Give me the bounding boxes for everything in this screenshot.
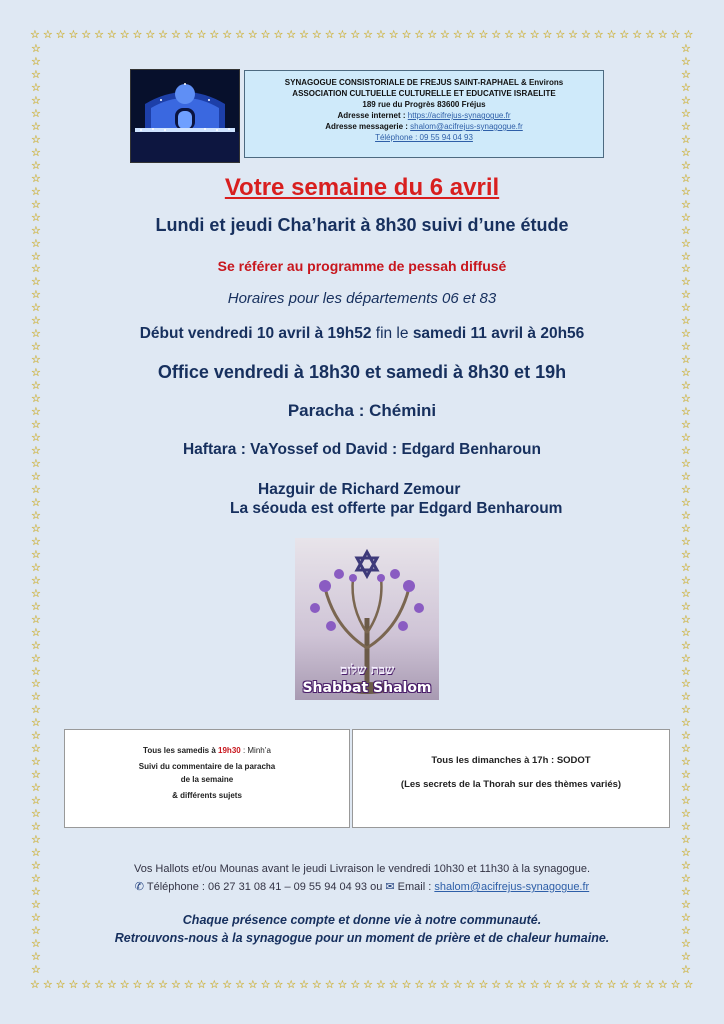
address: 189 rue du Progrès 83600 Fréjus (362, 100, 486, 109)
internet-line (245, 110, 603, 121)
star-icon: ☆ (681, 198, 691, 211)
star-icon: ☆ (681, 847, 691, 860)
star-icon: ☆ (31, 341, 41, 354)
star-icon: ☆ (491, 979, 502, 991)
star-icon: ☆ (132, 979, 143, 991)
star-icon: ☆ (681, 898, 691, 911)
star-icon: ☆ (452, 29, 463, 41)
star-icon: ☆ (31, 406, 41, 419)
saturday-line2: Suivi du commentaire de la paracha (138, 762, 276, 771)
star-icon: ☆ (440, 29, 450, 41)
star-icon: ☆ (375, 979, 386, 991)
star-icon: ☆ (542, 29, 553, 41)
star-icon: ☆ (363, 29, 373, 41)
star-icon: ☆ (337, 979, 348, 991)
star-icon: ☆ (170, 29, 181, 41)
star-icon: ☆ (683, 29, 694, 41)
star-icon: ☆ (31, 561, 41, 574)
star-icon: ☆ (568, 29, 578, 41)
star-icon: ☆ (273, 29, 284, 41)
mail-link[interactable]: shalom@acifrejus-synagogue.fr (410, 122, 523, 131)
star-icon: ☆ (681, 458, 691, 470)
star-icon: ☆ (132, 29, 143, 41)
star-icon: ☆ (681, 691, 691, 704)
star-icon: ☆ (681, 393, 691, 406)
star-icon: ☆ (31, 328, 41, 341)
star-icon: ☆ (427, 979, 438, 991)
star-icon: ☆ (31, 198, 41, 211)
star-icon: ☆ (414, 29, 425, 41)
star-icon: ☆ (158, 979, 168, 991)
star-icon: ☆ (681, 782, 691, 795)
star-icon: ☆ (670, 979, 681, 991)
star-icon: ☆ (606, 979, 617, 991)
star-icon: ☆ (350, 29, 361, 41)
star-icon: ☆ (555, 29, 566, 41)
page-title: Votre semaine du 6 avril (224, 174, 500, 201)
star-icon: ☆ (681, 483, 691, 496)
star-icon: ☆ (681, 665, 691, 678)
star-icon: ☆ (31, 315, 41, 328)
star-icon: ☆ (31, 289, 41, 302)
hazguir: Hazguir de Richard Zemour (258, 481, 461, 498)
schedule-note: Horaires pour les départements 06 et 83 (227, 290, 497, 307)
star-icon: ☆ (681, 808, 691, 821)
star-icon: ☆ (31, 55, 41, 68)
star-icon: ☆ (30, 29, 40, 41)
shabbat-end: samedi 11 avril à 20h56 (412, 325, 585, 342)
star-icon: ☆ (31, 185, 41, 198)
star-icon: ☆ (31, 808, 41, 821)
star-icon: ☆ (31, 782, 41, 795)
star-icon: ☆ (31, 458, 41, 470)
seouda: La séouda est offerte par Edgard Benharoum (230, 500, 563, 517)
star-icon: ☆ (681, 626, 691, 639)
star-icon: ☆ (31, 43, 41, 55)
star-icon: ☆ (31, 276, 41, 289)
star-icon: ☆ (580, 979, 591, 991)
star-icon: ☆ (681, 185, 691, 198)
star-icon: ☆ (619, 29, 630, 41)
star-icon: ☆ (504, 29, 514, 41)
star-icon: ☆ (31, 393, 41, 406)
star-icon: ☆ (683, 979, 694, 991)
star-icon: ☆ (31, 795, 41, 808)
shabbat-sep: fin le (371, 325, 413, 342)
star-icon: ☆ (516, 29, 527, 41)
shabbat-shalom-caption: Shabbat Shalom (302, 680, 432, 696)
star-icon: ☆ (119, 979, 130, 991)
star-icon: ☆ (31, 548, 41, 561)
star-icon: ☆ (681, 717, 691, 730)
star-icon: ☆ (504, 979, 514, 991)
star-icon: ☆ (681, 860, 691, 873)
star-icon: ☆ (286, 29, 297, 41)
star-icon: ☆ (222, 29, 233, 41)
star-icon: ☆ (681, 380, 691, 393)
phone-icon: ✆ (134, 881, 144, 893)
star-icon: ☆ (31, 834, 41, 847)
star-icon: ☆ (31, 717, 41, 730)
contact-line (0, 880, 724, 893)
star-icon: ☆ (681, 341, 691, 354)
star-icon: ☆ (31, 847, 41, 860)
star-icon: ☆ (31, 146, 41, 159)
star-icon: ☆ (681, 237, 691, 250)
star-icon: ☆ (414, 979, 425, 991)
star-icon: ☆ (106, 29, 117, 41)
star-icon: ☆ (119, 29, 130, 41)
star-icon: ☆ (31, 483, 41, 496)
star-icon: ☆ (31, 885, 41, 898)
star-icon: ☆ (681, 821, 691, 834)
star-icon: ☆ (681, 81, 691, 94)
synagogue-photo (130, 69, 240, 163)
star-icon: ☆ (681, 354, 691, 367)
star-icon: ☆ (681, 406, 691, 419)
star-icon: ☆ (681, 613, 691, 626)
star-icon: ☆ (681, 574, 691, 587)
star-icon: ☆ (55, 29, 66, 41)
star-icon: ☆ (273, 979, 284, 991)
star-icon: ☆ (657, 979, 668, 991)
star-icon: ☆ (31, 237, 41, 250)
star-icon: ☆ (681, 509, 691, 522)
star-icon: ☆ (681, 120, 691, 133)
star-icon: ☆ (542, 979, 553, 991)
internet-label: Adresse internet : (337, 111, 408, 120)
star-icon: ☆ (681, 963, 691, 976)
star-icon: ☆ (31, 81, 41, 94)
star-icon: ☆ (31, 937, 41, 950)
star-icon: ☆ (632, 29, 643, 41)
star-icon: ☆ (452, 979, 463, 991)
star-icon: ☆ (681, 743, 691, 756)
star-icon: ☆ (106, 979, 117, 991)
star-icon: ☆ (580, 29, 591, 41)
star-icon: ☆ (183, 979, 194, 991)
star-icon: ☆ (299, 29, 309, 41)
star-icon: ☆ (31, 380, 41, 393)
star-icon: ☆ (681, 445, 691, 458)
phone-text: Téléphone : 06 27 31 08 41 – 09 55 94 04 93 ou (144, 881, 386, 893)
star-icon: ☆ (619, 979, 630, 991)
pessah-notice: Se référer au programme de pessah diffusé (217, 258, 507, 274)
star-icon: ☆ (681, 107, 691, 120)
star-icon: ☆ (681, 873, 691, 885)
star-icon: ☆ (247, 979, 258, 991)
star-icon: ☆ (363, 979, 373, 991)
star-icon: ☆ (42, 979, 53, 991)
star-icon: ☆ (681, 211, 691, 224)
star-icon: ☆ (491, 29, 502, 41)
star-icon: ☆ (170, 979, 181, 991)
star-icon: ☆ (31, 911, 41, 924)
star-icon: ☆ (31, 535, 41, 548)
saturday-label: Tous les samedis à (143, 746, 219, 755)
weekday-service: Lundi et jeudi Cha’harit à 8h30 suivi d’une étude (155, 215, 569, 235)
star-icon: ☆ (31, 665, 41, 678)
star-icon: ☆ (31, 522, 41, 535)
star-icon: ☆ (681, 795, 691, 808)
shabbat-start: Début vendredi 10 avril à 19h52 (139, 325, 372, 342)
star-icon: ☆ (681, 250, 691, 263)
star-icon: ☆ (31, 432, 41, 445)
website-link[interactable]: https://acifrejus-synagogue.fr (407, 111, 511, 120)
star-icon: ☆ (681, 43, 691, 55)
star-icon: ☆ (324, 29, 335, 41)
star-icon: ☆ (31, 120, 41, 133)
email-icon: ✉ (385, 881, 395, 893)
star-icon: ☆ (31, 445, 41, 458)
star-icon: ☆ (260, 979, 271, 991)
star-icon: ☆ (299, 979, 309, 991)
star-icon: ☆ (158, 29, 168, 41)
hallots-notice: Vos Hallots et/ou Mounas avant le jeudi Livraison le vendredi 10h30 et 11h30 à la synagogue. (134, 863, 590, 875)
star-icon: ☆ (681, 561, 691, 574)
star-icon: ☆ (235, 979, 245, 991)
star-icon: ☆ (555, 979, 566, 991)
star-icon: ☆ (247, 29, 258, 41)
star-icon: ☆ (31, 963, 41, 976)
star-icon: ☆ (681, 419, 691, 432)
star-icon: ☆ (31, 159, 41, 172)
star-icon: ☆ (568, 979, 578, 991)
star-icon: ☆ (31, 898, 41, 911)
star-icon: ☆ (681, 769, 691, 782)
star-icon: ☆ (31, 496, 41, 509)
star-icon: ☆ (31, 354, 41, 367)
star-icon: ☆ (31, 860, 41, 873)
star-icon: ☆ (68, 29, 79, 41)
star-icon: ☆ (681, 55, 691, 68)
star-icon: ☆ (286, 979, 297, 991)
star-icon: ☆ (31, 821, 41, 834)
email-link[interactable]: shalom@acifrejus-synagogue.fr (434, 881, 590, 893)
star-icon: ☆ (388, 979, 399, 991)
star-icon: ☆ (681, 937, 691, 950)
shabbat-shalom-image (295, 538, 439, 700)
star-icon: ☆ (31, 107, 41, 120)
star-icon: ☆ (31, 470, 41, 483)
star-icon: ☆ (31, 419, 41, 432)
saturday-line3: de la semaine (180, 775, 234, 784)
star-icon: ☆ (632, 979, 643, 991)
star-icon: ☆ (31, 574, 41, 587)
star-icon: ☆ (31, 172, 41, 185)
sunday-box (352, 729, 670, 828)
minha-label: : Minh’a (240, 746, 271, 755)
star-icon: ☆ (593, 979, 604, 991)
star-icon: ☆ (478, 29, 489, 41)
association-name: ASSOCIATION CULTUELLE CULTURELLE ET EDUCATIVE ISRAELITE (292, 89, 556, 98)
star-icon: ☆ (401, 979, 412, 991)
star-icon: ☆ (94, 29, 104, 41)
star-icon: ☆ (196, 979, 207, 991)
star-icon: ☆ (324, 979, 335, 991)
star-icon: ☆ (31, 769, 41, 782)
star-icon: ☆ (681, 924, 691, 937)
star-icon: ☆ (529, 29, 540, 41)
star-icon: ☆ (681, 159, 691, 172)
star-icon: ☆ (31, 263, 41, 276)
star-icon: ☆ (42, 29, 53, 41)
star-icon: ☆ (670, 29, 681, 41)
star-icon: ☆ (30, 979, 40, 991)
star-icon: ☆ (31, 68, 41, 81)
email-label: Email : (394, 881, 435, 893)
star-icon: ☆ (645, 979, 655, 991)
star-icon: ☆ (31, 613, 41, 626)
star-icon: ☆ (440, 979, 450, 991)
star-icon: ☆ (145, 979, 156, 991)
star-icon: ☆ (311, 979, 322, 991)
star-icon: ☆ (681, 600, 691, 613)
closing-line2: Retrouvons-nous à la synagogue pour un moment de prière et de chaleur humaine. (114, 931, 610, 945)
star-icon: ☆ (681, 756, 691, 769)
star-icon: ☆ (681, 587, 691, 600)
star-icon: ☆ (465, 29, 476, 41)
star-icon: ☆ (196, 29, 207, 41)
mail-line (245, 121, 603, 132)
star-icon: ☆ (209, 29, 220, 41)
star-icon: ☆ (31, 133, 41, 146)
star-icon: ☆ (31, 730, 41, 743)
star-icon: ☆ (31, 302, 41, 315)
haftara: Haftara : VaYossef od David : Edgard Benharoun (182, 441, 541, 458)
star-icon: ☆ (235, 29, 245, 41)
star-icon: ☆ (55, 979, 66, 991)
saturday-line4: & différents sujets (172, 791, 242, 800)
star-icon: ☆ (681, 496, 691, 509)
star-icon: ☆ (681, 146, 691, 159)
star-icon: ☆ (681, 94, 691, 107)
star-icon: ☆ (145, 29, 156, 41)
star-icon: ☆ (681, 315, 691, 328)
star-icon: ☆ (31, 924, 41, 937)
star-icon: ☆ (31, 509, 41, 522)
star-icon: ☆ (31, 691, 41, 704)
star-icon: ☆ (681, 535, 691, 548)
star-icon: ☆ (681, 289, 691, 302)
saturday-line1 (65, 744, 349, 757)
star-icon: ☆ (681, 263, 691, 276)
star-icon: ☆ (529, 979, 540, 991)
star-icon: ☆ (31, 211, 41, 224)
star-icon: ☆ (681, 432, 691, 445)
star-icon: ☆ (681, 328, 691, 341)
star-icon: ☆ (388, 29, 399, 41)
star-icon: ☆ (681, 133, 691, 146)
star-icon: ☆ (94, 979, 104, 991)
star-icon: ☆ (681, 470, 691, 483)
synagogue-info-box (244, 70, 604, 158)
star-icon: ☆ (31, 704, 41, 717)
star-icon: ☆ (260, 29, 271, 41)
star-icon: ☆ (681, 548, 691, 561)
star-icon: ☆ (606, 29, 617, 41)
star-icon: ☆ (31, 626, 41, 639)
star-icon: ☆ (31, 873, 41, 885)
star-icon: ☆ (681, 367, 691, 380)
closing-line1: Chaque présence compte et donne vie à notre communauté. (182, 913, 542, 927)
star-icon: ☆ (337, 29, 348, 41)
star-icon: ☆ (375, 29, 386, 41)
star-icon: ☆ (222, 979, 233, 991)
sunday-line1: Tous les dimanches à 17h : SODOT (431, 755, 591, 766)
star-icon: ☆ (681, 652, 691, 665)
sunday-line2: (Les secrets de la Thorah sur des thèmes variés) (400, 779, 622, 790)
star-icon: ☆ (31, 639, 41, 652)
saturday-box (64, 729, 350, 828)
star-icon: ☆ (681, 730, 691, 743)
phone-link[interactable]: Téléphone : 09 55 94 04 93 (375, 133, 473, 142)
saturday-time: 19h30 (218, 746, 241, 755)
star-icon: ☆ (516, 979, 527, 991)
star-icon: ☆ (31, 367, 41, 380)
star-icon: ☆ (681, 68, 691, 81)
star-icon: ☆ (31, 652, 41, 665)
star-icon: ☆ (681, 522, 691, 535)
org-name: SYNAGOGUE CONSISTORIALE DE FREJUS SAINT-RAPHAEL & Environs (284, 78, 564, 87)
star-icon: ☆ (681, 639, 691, 652)
star-icon: ☆ (183, 29, 194, 41)
star-icon: ☆ (209, 979, 220, 991)
star-icon: ☆ (681, 172, 691, 185)
star-icon: ☆ (593, 29, 604, 41)
star-icon: ☆ (31, 250, 41, 263)
star-icon: ☆ (681, 302, 691, 315)
star-icon: ☆ (681, 704, 691, 717)
star-icon: ☆ (31, 950, 41, 963)
star-icon: ☆ (681, 678, 691, 691)
star-icon: ☆ (681, 276, 691, 289)
star-icon: ☆ (657, 29, 668, 41)
star-icon: ☆ (681, 224, 691, 237)
star-border-top (30, 30, 694, 41)
star-icon: ☆ (311, 29, 322, 41)
hebrew-caption: שבת שלום (339, 663, 395, 678)
star-icon: ☆ (681, 834, 691, 847)
star-icon: ☆ (31, 94, 41, 107)
star-icon: ☆ (31, 224, 41, 237)
star-icon: ☆ (681, 911, 691, 924)
star-icon: ☆ (478, 979, 489, 991)
star-icon: ☆ (31, 600, 41, 613)
star-border-bottom (30, 980, 694, 991)
mail-label: Adresse messagerie : (325, 122, 411, 131)
star-icon: ☆ (401, 29, 412, 41)
star-icon: ☆ (681, 885, 691, 898)
star-icon: ☆ (681, 950, 691, 963)
star-icon: ☆ (350, 979, 361, 991)
paracha: Paracha : Chémini (287, 401, 437, 420)
star-icon: ☆ (68, 979, 79, 991)
star-icon: ☆ (645, 29, 655, 41)
star-icon: ☆ (81, 29, 92, 41)
shabbat-times (0, 325, 724, 343)
office-times: Office vendredi à 18h30 et samedi à 8h30 et 19h (157, 362, 567, 382)
star-icon: ☆ (427, 29, 438, 41)
star-icon: ☆ (465, 979, 476, 991)
star-icon: ☆ (81, 979, 92, 991)
star-icon: ☆ (31, 587, 41, 600)
star-icon: ☆ (31, 678, 41, 691)
star-icon: ☆ (31, 756, 41, 769)
star-icon: ☆ (31, 743, 41, 756)
